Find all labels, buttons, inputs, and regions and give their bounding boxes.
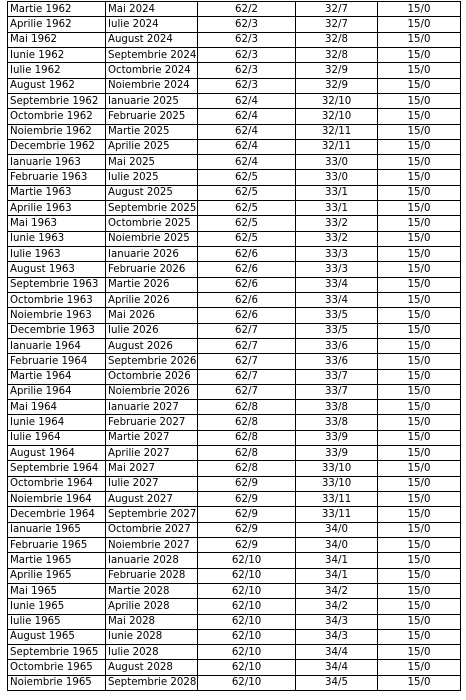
standard-age-cell: 62/9 xyxy=(198,522,296,537)
table-row xyxy=(8,599,461,614)
minimum-stage-cell: 15/0 xyxy=(378,675,461,690)
table-row xyxy=(8,139,461,154)
retirement-month-cell: Iulie 2028 xyxy=(106,645,198,660)
table-row xyxy=(8,415,461,430)
table-row xyxy=(8,476,461,491)
table-row xyxy=(8,400,461,415)
birth-month-cell: Decembrie 1962 xyxy=(8,139,106,154)
contribution-stage-cell: 34/3 xyxy=(296,629,378,644)
standard-age-cell: 62/7 xyxy=(198,354,296,369)
contribution-stage-cell: 33/5 xyxy=(296,308,378,323)
retirement-schedule-table xyxy=(7,1,461,691)
table-row xyxy=(8,124,461,139)
retirement-month-cell: Februarie 2026 xyxy=(106,262,198,277)
retirement-month-cell: August 2025 xyxy=(106,185,198,200)
retirement-month-cell: August 2028 xyxy=(106,660,198,675)
birth-month-cell: Mai 1964 xyxy=(8,400,106,415)
minimum-stage-cell: 15/0 xyxy=(378,292,461,307)
contribution-stage-cell: 33/5 xyxy=(296,323,378,338)
minimum-stage-cell: 15/0 xyxy=(378,277,461,292)
standard-age-cell: 62/5 xyxy=(198,185,296,200)
table-row xyxy=(8,323,461,338)
minimum-stage-cell: 15/0 xyxy=(378,63,461,78)
minimum-stage-cell: 15/0 xyxy=(378,522,461,537)
standard-age-cell: 62/9 xyxy=(198,492,296,507)
birth-month-cell: Martie 1964 xyxy=(8,369,106,384)
table-row xyxy=(8,78,461,93)
minimum-stage-cell: 15/0 xyxy=(378,583,461,598)
retirement-month-cell: Aprilie 2028 xyxy=(106,599,198,614)
contribution-stage-cell: 34/5 xyxy=(296,675,378,690)
birth-month-cell: Iunie 1962 xyxy=(8,47,106,62)
table-row xyxy=(8,461,461,476)
minimum-stage-cell: 15/0 xyxy=(378,354,461,369)
birth-month-cell: August 1963 xyxy=(8,262,106,277)
birth-month-cell: Septembrie 1962 xyxy=(8,93,106,108)
table-row xyxy=(8,216,461,231)
contribution-stage-cell: 34/4 xyxy=(296,645,378,660)
retirement-month-cell: Mai 2025 xyxy=(106,155,198,170)
retirement-month-cell: Noiembrie 2025 xyxy=(106,231,198,246)
contribution-stage-cell: 32/11 xyxy=(296,139,378,154)
birth-month-cell: Mai 1965 xyxy=(8,583,106,598)
minimum-stage-cell: 15/0 xyxy=(378,201,461,216)
birth-month-cell: Iunie 1963 xyxy=(8,231,106,246)
standard-age-cell: 62/7 xyxy=(198,338,296,353)
table-row xyxy=(8,155,461,170)
standard-age-cell: 62/5 xyxy=(198,231,296,246)
retirement-month-cell: Aprilie 2026 xyxy=(106,292,198,307)
minimum-stage-cell: 15/0 xyxy=(378,124,461,139)
retirement-month-cell: Martie 2028 xyxy=(106,583,198,598)
contribution-stage-cell: 34/1 xyxy=(296,553,378,568)
birth-month-cell: Ianuarie 1965 xyxy=(8,522,106,537)
contribution-stage-cell: 33/3 xyxy=(296,247,378,262)
contribution-stage-cell: 33/9 xyxy=(296,446,378,461)
minimum-stage-cell: 15/0 xyxy=(378,139,461,154)
retirement-month-cell: Octombrie 2026 xyxy=(106,369,198,384)
table-body xyxy=(8,2,461,691)
birth-month-cell: Iunie 1965 xyxy=(8,599,106,614)
minimum-stage-cell: 15/0 xyxy=(378,400,461,415)
minimum-stage-cell: 15/0 xyxy=(378,645,461,660)
contribution-stage-cell: 33/4 xyxy=(296,292,378,307)
standard-age-cell: 62/10 xyxy=(198,675,296,690)
contribution-stage-cell: 32/7 xyxy=(296,17,378,32)
contribution-stage-cell: 33/7 xyxy=(296,384,378,399)
table-row xyxy=(8,201,461,216)
standard-age-cell: 62/9 xyxy=(198,507,296,522)
birth-month-cell: Iulie 1965 xyxy=(8,614,106,629)
retirement-month-cell: Noiembrie 2027 xyxy=(106,537,198,552)
standard-age-cell: 62/10 xyxy=(198,553,296,568)
retirement-month-cell: Ianuarie 2028 xyxy=(106,553,198,568)
birth-month-cell: Octombrie 1964 xyxy=(8,476,106,491)
birth-month-cell: Noiembrie 1962 xyxy=(8,124,106,139)
retirement-month-cell: Iunie 2028 xyxy=(106,629,198,644)
contribution-stage-cell: 33/1 xyxy=(296,201,378,216)
minimum-stage-cell: 15/0 xyxy=(378,155,461,170)
retirement-month-cell: Mai 2026 xyxy=(106,308,198,323)
contribution-stage-cell: 33/1 xyxy=(296,185,378,200)
retirement-month-cell: Ianuarie 2027 xyxy=(106,400,198,415)
standard-age-cell: 62/10 xyxy=(198,614,296,629)
contribution-stage-cell: 33/11 xyxy=(296,492,378,507)
minimum-stage-cell: 15/0 xyxy=(378,262,461,277)
table-row xyxy=(8,32,461,47)
standard-age-cell: 62/8 xyxy=(198,430,296,445)
document-page xyxy=(7,1,461,691)
table-row xyxy=(8,629,461,644)
minimum-stage-cell: 15/0 xyxy=(378,430,461,445)
table-row xyxy=(8,185,461,200)
standard-age-cell: 62/4 xyxy=(198,155,296,170)
standard-age-cell: 62/6 xyxy=(198,277,296,292)
standard-age-cell: 62/5 xyxy=(198,201,296,216)
contribution-stage-cell: 33/8 xyxy=(296,400,378,415)
minimum-stage-cell: 15/0 xyxy=(378,476,461,491)
standard-age-cell: 62/6 xyxy=(198,262,296,277)
table-row xyxy=(8,93,461,108)
birth-month-cell: Aprilie 1962 xyxy=(8,17,106,32)
standard-age-cell: 62/6 xyxy=(198,308,296,323)
minimum-stage-cell: 15/0 xyxy=(378,170,461,185)
retirement-month-cell: August 2026 xyxy=(106,338,198,353)
contribution-stage-cell: 34/0 xyxy=(296,522,378,537)
birth-month-cell: Martie 1962 xyxy=(8,2,106,17)
retirement-month-cell: Noiembrie 2024 xyxy=(106,78,198,93)
standard-age-cell: 62/3 xyxy=(198,63,296,78)
retirement-month-cell: Ianuarie 2025 xyxy=(106,93,198,108)
standard-age-cell: 62/5 xyxy=(198,170,296,185)
minimum-stage-cell: 15/0 xyxy=(378,384,461,399)
minimum-stage-cell: 15/0 xyxy=(378,323,461,338)
table-row xyxy=(8,170,461,185)
standard-age-cell: 62/4 xyxy=(198,109,296,124)
birth-month-cell: Martie 1965 xyxy=(8,553,106,568)
retirement-month-cell: Iulie 2027 xyxy=(106,476,198,491)
table-row xyxy=(8,645,461,660)
table-row xyxy=(8,63,461,78)
birth-month-cell: Aprilie 1964 xyxy=(8,384,106,399)
contribution-stage-cell: 33/2 xyxy=(296,231,378,246)
standard-age-cell: 62/3 xyxy=(198,78,296,93)
birth-month-cell: Octombrie 1963 xyxy=(8,292,106,307)
standard-age-cell: 62/10 xyxy=(198,660,296,675)
standard-age-cell: 62/10 xyxy=(198,568,296,583)
birth-month-cell: Noiembrie 1964 xyxy=(8,492,106,507)
birth-month-cell: Octombrie 1962 xyxy=(8,109,106,124)
table-row xyxy=(8,660,461,675)
birth-month-cell: Iulie 1962 xyxy=(8,63,106,78)
minimum-stage-cell: 15/0 xyxy=(378,32,461,47)
contribution-stage-cell: 32/8 xyxy=(296,32,378,47)
table-row xyxy=(8,507,461,522)
contribution-stage-cell: 33/8 xyxy=(296,415,378,430)
minimum-stage-cell: 15/0 xyxy=(378,185,461,200)
birth-month-cell: Ianuarie 1963 xyxy=(8,155,106,170)
birth-month-cell: Decembrie 1963 xyxy=(8,323,106,338)
retirement-month-cell: Octombrie 2025 xyxy=(106,216,198,231)
contribution-stage-cell: 34/0 xyxy=(296,537,378,552)
table-row xyxy=(8,522,461,537)
standard-age-cell: 62/3 xyxy=(198,47,296,62)
minimum-stage-cell: 15/0 xyxy=(378,461,461,476)
retirement-month-cell: Mai 2027 xyxy=(106,461,198,476)
retirement-month-cell: August 2027 xyxy=(106,492,198,507)
birth-month-cell: Februarie 1965 xyxy=(8,537,106,552)
minimum-stage-cell: 15/0 xyxy=(378,415,461,430)
standard-age-cell: 62/4 xyxy=(198,93,296,108)
minimum-stage-cell: 15/0 xyxy=(378,629,461,644)
minimum-stage-cell: 15/0 xyxy=(378,568,461,583)
table-row xyxy=(8,109,461,124)
retirement-month-cell: Aprilie 2025 xyxy=(106,139,198,154)
minimum-stage-cell: 15/0 xyxy=(378,492,461,507)
contribution-stage-cell: 32/8 xyxy=(296,47,378,62)
table-row xyxy=(8,568,461,583)
retirement-month-cell: Februarie 2028 xyxy=(106,568,198,583)
standard-age-cell: 62/5 xyxy=(198,216,296,231)
table-row xyxy=(8,553,461,568)
standard-age-cell: 62/10 xyxy=(198,583,296,598)
standard-age-cell: 62/8 xyxy=(198,400,296,415)
contribution-stage-cell: 33/0 xyxy=(296,170,378,185)
birth-month-cell: Noiembrie 1963 xyxy=(8,308,106,323)
table-row xyxy=(8,369,461,384)
minimum-stage-cell: 15/0 xyxy=(378,2,461,17)
contribution-stage-cell: 33/11 xyxy=(296,507,378,522)
table-row xyxy=(8,2,461,17)
contribution-stage-cell: 33/0 xyxy=(296,155,378,170)
retirement-month-cell: Iulie 2026 xyxy=(106,323,198,338)
contribution-stage-cell: 34/4 xyxy=(296,660,378,675)
minimum-stage-cell: 15/0 xyxy=(378,93,461,108)
birth-month-cell: Noiembrie 1965 xyxy=(8,675,106,690)
retirement-month-cell: Martie 2025 xyxy=(106,124,198,139)
table-row xyxy=(8,308,461,323)
minimum-stage-cell: 15/0 xyxy=(378,614,461,629)
retirement-month-cell: Mai 2028 xyxy=(106,614,198,629)
retirement-month-cell: Mai 2024 xyxy=(106,2,198,17)
standard-age-cell: 62/6 xyxy=(198,292,296,307)
table-row xyxy=(8,675,461,690)
table-row xyxy=(8,262,461,277)
minimum-stage-cell: 15/0 xyxy=(378,446,461,461)
contribution-stage-cell: 33/2 xyxy=(296,216,378,231)
standard-age-cell: 62/4 xyxy=(198,139,296,154)
birth-month-cell: Martie 1963 xyxy=(8,185,106,200)
standard-age-cell: 62/7 xyxy=(198,323,296,338)
retirement-month-cell: Martie 2026 xyxy=(106,277,198,292)
contribution-stage-cell: 32/10 xyxy=(296,109,378,124)
table-row xyxy=(8,47,461,62)
contribution-stage-cell: 32/11 xyxy=(296,124,378,139)
retirement-month-cell: Iulie 2024 xyxy=(106,17,198,32)
birth-month-cell: Februarie 1963 xyxy=(8,170,106,185)
birth-month-cell: Octombrie 1965 xyxy=(8,660,106,675)
birth-month-cell: Iulie 1963 xyxy=(8,247,106,262)
contribution-stage-cell: 32/9 xyxy=(296,63,378,78)
standard-age-cell: 62/3 xyxy=(198,32,296,47)
birth-month-cell: Septembrie 1963 xyxy=(8,277,106,292)
standard-age-cell: 62/9 xyxy=(198,476,296,491)
birth-month-cell: Aprilie 1965 xyxy=(8,568,106,583)
standard-age-cell: 62/6 xyxy=(198,247,296,262)
birth-month-cell: Februarie 1964 xyxy=(8,354,106,369)
minimum-stage-cell: 15/0 xyxy=(378,308,461,323)
contribution-stage-cell: 32/9 xyxy=(296,78,378,93)
table-row xyxy=(8,231,461,246)
contribution-stage-cell: 33/7 xyxy=(296,369,378,384)
retirement-month-cell: Februarie 2025 xyxy=(106,109,198,124)
contribution-stage-cell: 34/2 xyxy=(296,583,378,598)
retirement-month-cell: Septembrie 2027 xyxy=(106,507,198,522)
minimum-stage-cell: 15/0 xyxy=(378,247,461,262)
minimum-stage-cell: 15/0 xyxy=(378,78,461,93)
retirement-month-cell: Septembrie 2024 xyxy=(106,47,198,62)
minimum-stage-cell: 15/0 xyxy=(378,599,461,614)
minimum-stage-cell: 15/0 xyxy=(378,553,461,568)
table-row xyxy=(8,247,461,262)
retirement-month-cell: Februarie 2027 xyxy=(106,415,198,430)
retirement-month-cell: Martie 2027 xyxy=(106,430,198,445)
table-row xyxy=(8,338,461,353)
retirement-month-cell: Ianuarie 2026 xyxy=(106,247,198,262)
birth-month-cell: Iunie 1964 xyxy=(8,415,106,430)
standard-age-cell: 62/7 xyxy=(198,369,296,384)
retirement-month-cell: Iulie 2025 xyxy=(106,170,198,185)
table-row xyxy=(8,17,461,32)
standard-age-cell: 62/8 xyxy=(198,415,296,430)
contribution-stage-cell: 33/10 xyxy=(296,461,378,476)
minimum-stage-cell: 15/0 xyxy=(378,17,461,32)
standard-age-cell: 62/10 xyxy=(198,629,296,644)
minimum-stage-cell: 15/0 xyxy=(378,231,461,246)
table-row xyxy=(8,583,461,598)
birth-month-cell: August 1964 xyxy=(8,446,106,461)
table-row xyxy=(8,537,461,552)
contribution-stage-cell: 33/4 xyxy=(296,277,378,292)
retirement-month-cell: Aprilie 2027 xyxy=(106,446,198,461)
retirement-month-cell: August 2024 xyxy=(106,32,198,47)
table-row xyxy=(8,430,461,445)
birth-month-cell: Iulie 1964 xyxy=(8,430,106,445)
table-row xyxy=(8,354,461,369)
standard-age-cell: 62/2 xyxy=(198,2,296,17)
standard-age-cell: 62/10 xyxy=(198,645,296,660)
minimum-stage-cell: 15/0 xyxy=(378,660,461,675)
minimum-stage-cell: 15/0 xyxy=(378,338,461,353)
contribution-stage-cell: 33/6 xyxy=(296,354,378,369)
retirement-month-cell: Octombrie 2027 xyxy=(106,522,198,537)
contribution-stage-cell: 32/7 xyxy=(296,2,378,17)
standard-age-cell: 62/9 xyxy=(198,537,296,552)
contribution-stage-cell: 34/1 xyxy=(296,568,378,583)
table-row xyxy=(8,292,461,307)
contribution-stage-cell: 33/6 xyxy=(296,338,378,353)
contribution-stage-cell: 34/2 xyxy=(296,599,378,614)
retirement-month-cell: Octombrie 2024 xyxy=(106,63,198,78)
birth-month-cell: Aprilie 1963 xyxy=(8,201,106,216)
retirement-month-cell: Septembrie 2025 xyxy=(106,201,198,216)
minimum-stage-cell: 15/0 xyxy=(378,507,461,522)
contribution-stage-cell: 33/3 xyxy=(296,262,378,277)
birth-month-cell: August 1965 xyxy=(8,629,106,644)
birth-month-cell: Decembrie 1964 xyxy=(8,507,106,522)
contribution-stage-cell: 33/10 xyxy=(296,476,378,491)
table-row xyxy=(8,277,461,292)
birth-month-cell: August 1962 xyxy=(8,78,106,93)
minimum-stage-cell: 15/0 xyxy=(378,47,461,62)
minimum-stage-cell: 15/0 xyxy=(378,216,461,231)
standard-age-cell: 62/8 xyxy=(198,461,296,476)
table-row xyxy=(8,446,461,461)
contribution-stage-cell: 33/9 xyxy=(296,430,378,445)
birth-month-cell: Mai 1963 xyxy=(8,216,106,231)
standard-age-cell: 62/3 xyxy=(198,17,296,32)
table-row xyxy=(8,614,461,629)
birth-month-cell: Septembrie 1965 xyxy=(8,645,106,660)
standard-age-cell: 62/7 xyxy=(198,384,296,399)
minimum-stage-cell: 15/0 xyxy=(378,109,461,124)
birth-month-cell: Ianuarie 1964 xyxy=(8,338,106,353)
standard-age-cell: 62/10 xyxy=(198,599,296,614)
table-row xyxy=(8,492,461,507)
table-row xyxy=(8,384,461,399)
standard-age-cell: 62/8 xyxy=(198,446,296,461)
contribution-stage-cell: 32/10 xyxy=(296,93,378,108)
standard-age-cell: 62/4 xyxy=(198,124,296,139)
birth-month-cell: Septembrie 1964 xyxy=(8,461,106,476)
minimum-stage-cell: 15/0 xyxy=(378,537,461,552)
retirement-month-cell: Septembrie 2028 xyxy=(106,675,198,690)
minimum-stage-cell: 15/0 xyxy=(378,369,461,384)
contribution-stage-cell: 34/3 xyxy=(296,614,378,629)
birth-month-cell: Mai 1962 xyxy=(8,32,106,47)
retirement-month-cell: Septembrie 2026 xyxy=(106,354,198,369)
retirement-month-cell: Noiembrie 2026 xyxy=(106,384,198,399)
